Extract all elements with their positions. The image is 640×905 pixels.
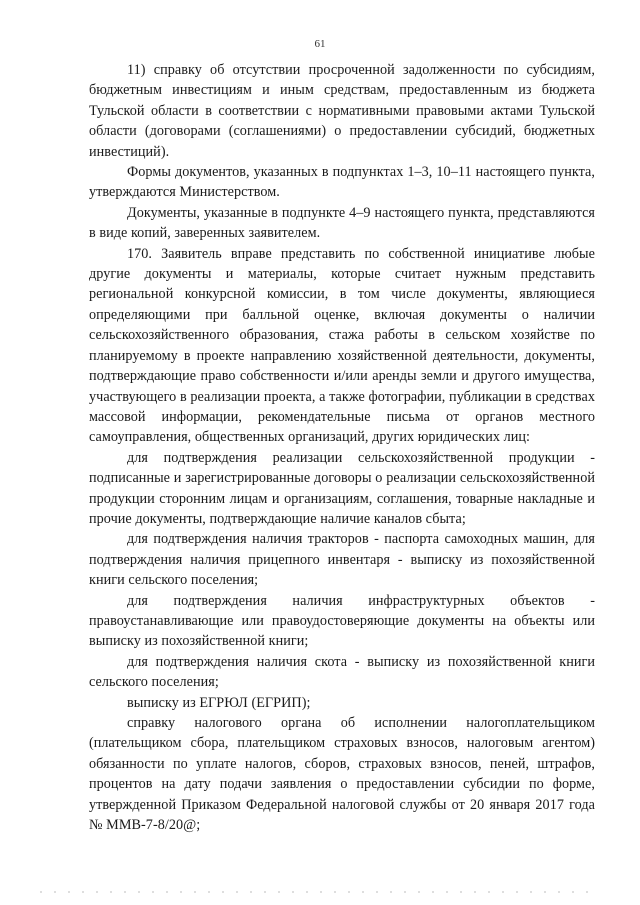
paragraph-tractors: для подтверждения наличия тракторов - паспорта самоходных машин, для подтверждения наличия прицепного инвентаря - выписку из похозяйственной книги сельского поселения; [89, 531, 595, 589]
scan-artifact-line [40, 891, 600, 893]
document-body [89, 60, 595, 835]
paragraph-egrul: выписку из ЕГРЮЛ (ЕГРИП); [127, 694, 311, 711]
paragraph-sales-confirmation: для подтверждения реализации сельскохозяйственной продукции - подписанные и зарегистрированные договоры о реализации сельскохозяйственной продукции сторонним лицам и организациям, соглашения, товарные накладные и прочие документы, подтверждающие наличие каналов сбыта; [89, 449, 595, 527]
paragraph-tax-certificate: справку налогового органа об исполнении налогоплательщиком (плательщиком сбора, плательщиком страховых взносов, налоговым агентом) обязанности по уплате налогов, сборов, страховых взносов, пеней, штрафов, процентов на дату подачи заявления о предоставлении субсидии по форме, утвержденной Приказом Федеральной налоговой службы от 20 января 2017 года № ММВ-7-8/20@; [89, 715, 595, 834]
paragraph-livestock: для подтверждения наличия скота - выписку из похозяйственной книги сельского поселения; [89, 653, 595, 691]
page-number: 61 [314, 38, 326, 50]
paragraph-forms: Формы документов, указанных в подпунктах 1–3, 10–11 настоящего пункта, утверждаются Министерством. [89, 164, 595, 201]
paragraph-infrastructure: для подтверждения наличия инфраструктурных объектов - правоустанавливающие или правоудостоверяющие документы на объекты или выписку из похозяйственной книги; [89, 592, 595, 650]
paragraph-item-11: 11) справку об отсутствии просроченной задолженности по субсидиям, бюджетным инвестициям и иным средствам, предоставленным из бюджета Тульской области в соответствии с нормативными правовыми актами Тульской области (договорами (соглашениями) о предоставлении субсидий, бюджетных инвестиций). [89, 62, 595, 160]
paragraph-170: 170. Заявитель вправе представить по собственной инициативе любые другие документы и материалы, которые считает нужным представить региональной конкурсной комиссии, в том числе документы, являющиеся определяющими при балльной оценке, включая документы о наличии сельскохозяйственного образования, стажа работы в сельском хозяйстве по планируемому в проекте направлению хозяйственной деятельности, документы, подтверждающие право собственности и/или аренды земли и другого имущества, участвующего в реализации проекта, а также фотографии, публикации в средствах массовой информации, рекомендательные письма от органов местного самоуправления, общественных организаций, других юридических лиц: [89, 245, 595, 446]
paragraph-copies: Документы, указанные в подпункте 4–9 настоящего пункта, представляются в виде копий, заверенных заявителем. [89, 204, 595, 242]
